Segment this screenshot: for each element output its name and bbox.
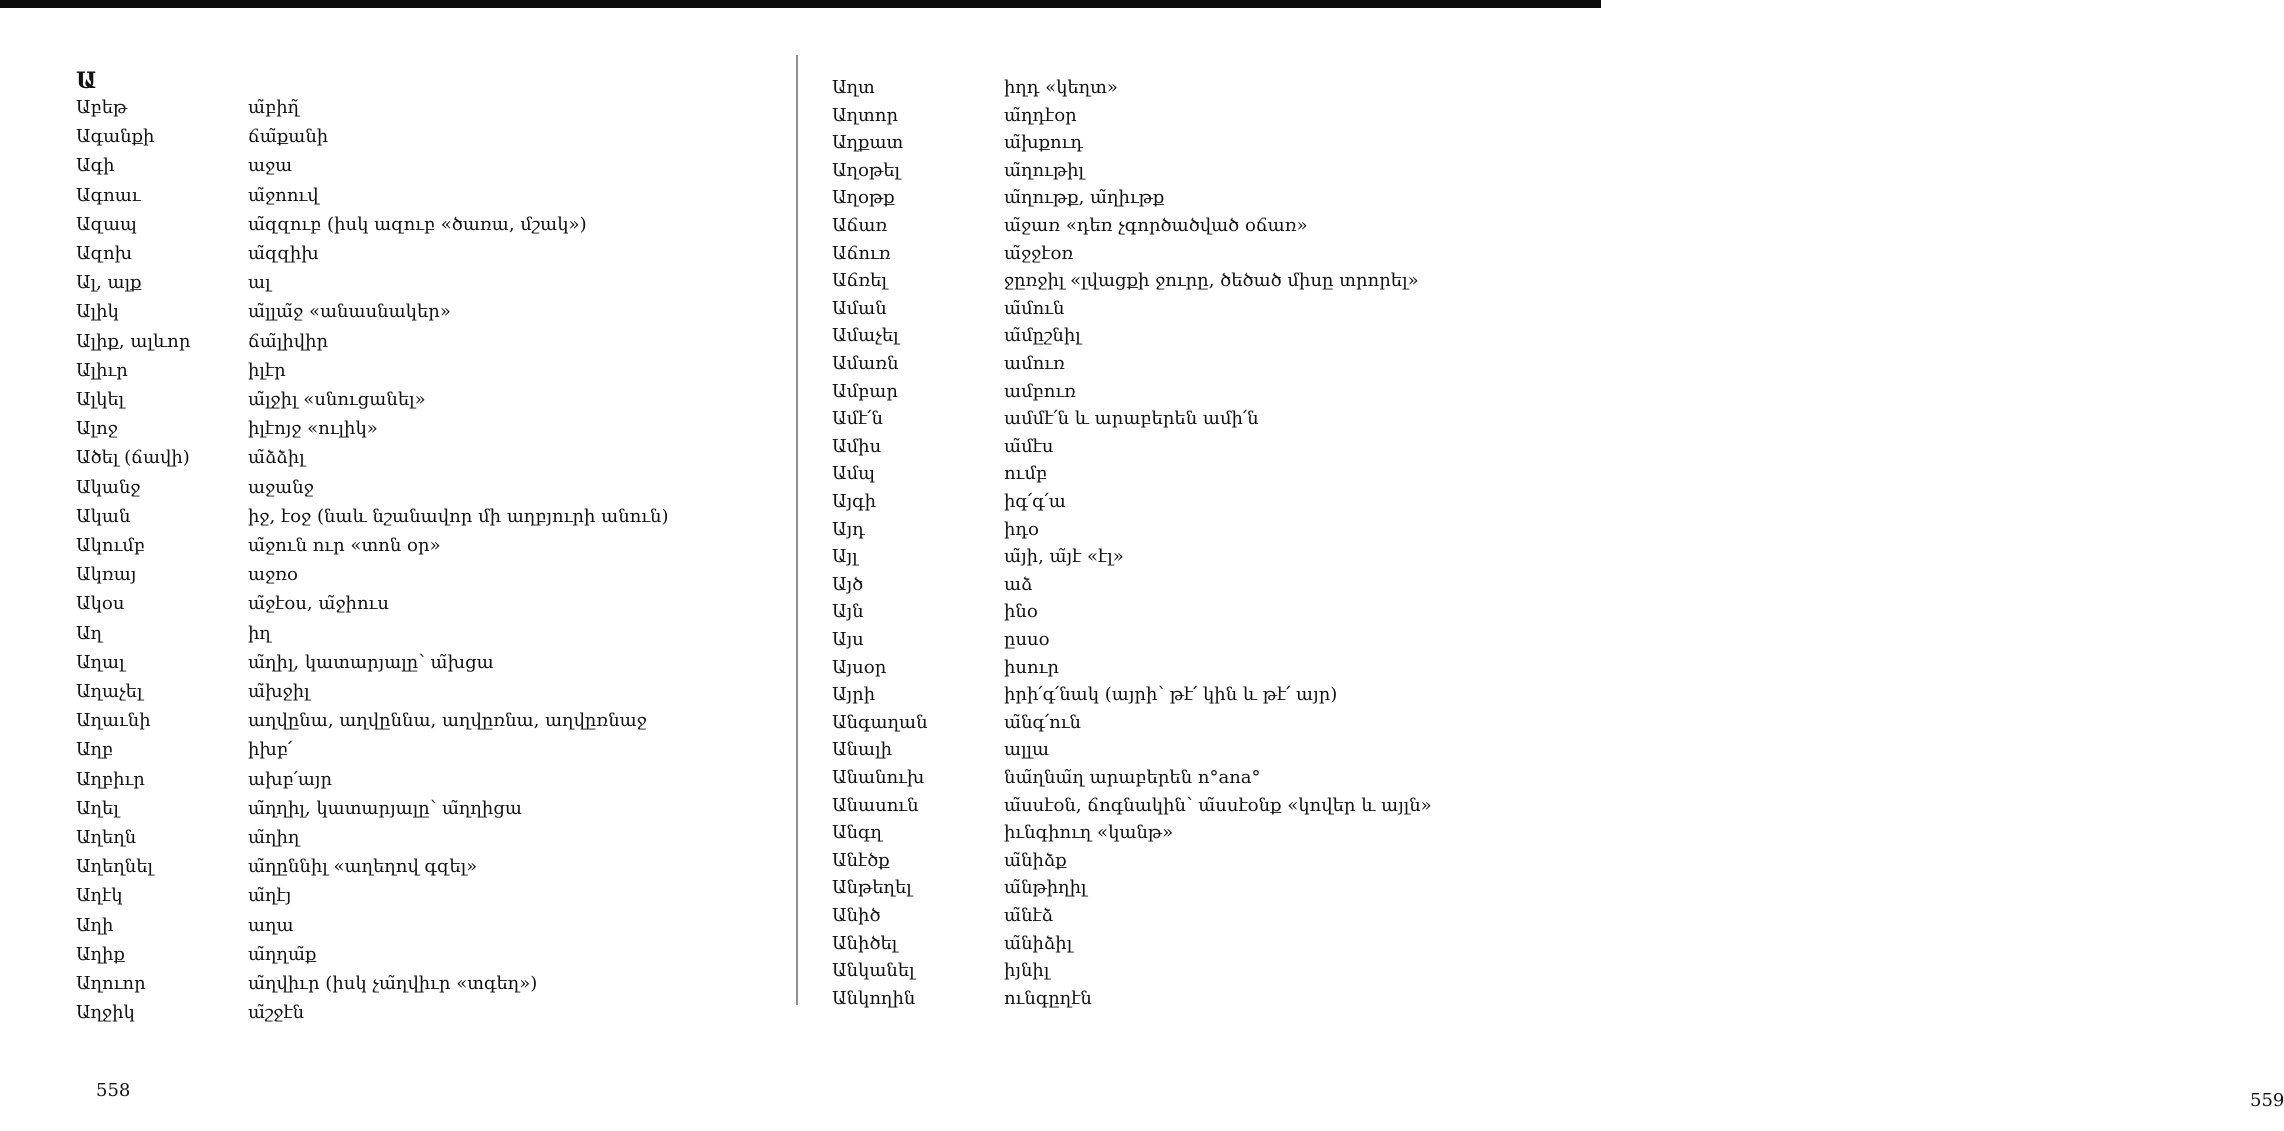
entry-headword: Անալի — [832, 739, 893, 761]
entry-headword: Անէծք — [832, 849, 890, 871]
entry-headword: Ալոջ — [76, 418, 118, 440]
entry-headword: Այլ — [832, 546, 858, 568]
entry-headword: Ալ, ալք — [76, 272, 142, 294]
entry-dialect-form: ալ — [248, 272, 271, 294]
entry-dialect-form: ա̃զզիխ — [248, 243, 319, 264]
entry-dialect-form: ա̃ջուն ուր «տոն օր» — [248, 535, 441, 556]
entry-dialect-form: ա̃մուն — [1004, 297, 1065, 319]
entry-dialect-form: իւնգիուղ «կանթ» — [1004, 822, 1174, 844]
entry-dialect-form: ա̃զզուբ (իսկ ազուբ «ծառա, մշակ») — [248, 213, 587, 235]
entry-dialect-form: ա̃ղղիլ, կատարյալը՝ ա̃ղղիցա — [248, 797, 522, 819]
entry-dialect-form: ա̃ղըննիլ «աղեղով գզել» — [248, 856, 478, 878]
entry-dialect-form: ջըռջիլ «լվացքի ջուրը, ծեծած միսը տրորել» — [1004, 270, 1419, 292]
entry-dialect-form: ա̃խքուդ — [1004, 132, 1083, 154]
entry-dialect-form: ա̃նգ՛ուն — [1004, 711, 1081, 733]
entry-dialect-form: ա̃նթիղիլ — [1004, 877, 1087, 899]
entry-dialect-form: ա̃ձձիլ — [248, 447, 305, 469]
entry-dialect-form: ա̃ղիլ, կատարյալը՝ ա̃խցա — [248, 651, 494, 673]
entry-dialect-form: ումբ — [1004, 463, 1048, 485]
entry-headword: Աճառ — [832, 215, 888, 236]
entry-dialect-form: աձ — [1004, 573, 1033, 595]
entry-dialect-form: ա̃ղէյ — [248, 885, 292, 907]
entry-headword: Անկողին — [832, 987, 916, 1009]
entry-headword: Ալկել — [76, 389, 125, 410]
entry-headword: Ազապ — [76, 213, 137, 235]
entry-dialect-form: իսուր — [1004, 656, 1059, 678]
entry-headword: Անգղ — [832, 822, 882, 844]
entry-dialect-form: ա̃ղղա̃ք — [248, 943, 317, 965]
entry-headword: Այս — [832, 629, 864, 650]
entry-headword: Ամիս — [832, 435, 882, 457]
entry-dialect-form: իղ — [248, 622, 271, 644]
entry-dialect-form: ա̃բիղ̃ — [248, 97, 300, 118]
entry-headword: Աճուռ — [832, 242, 891, 264]
entry-dialect-form: ա̃ղութք, ա̃ղիւթք — [1004, 187, 1165, 209]
entry-headword: Այգի — [832, 491, 877, 512]
entry-headword: Ագոաւ — [76, 184, 141, 206]
entry-headword: Այրի — [832, 684, 876, 706]
entry-dialect-form: ա̃ղդէօր — [1004, 104, 1077, 126]
entry-headword: Աղալ — [76, 651, 125, 673]
entry-headword: Աղտոր — [832, 104, 899, 126]
entry-headword: Ականջ — [76, 476, 141, 498]
entry-dialect-form: աջանջ — [248, 476, 314, 498]
entry-dialect-form: ա̃մըշնիլ — [1004, 325, 1081, 347]
entry-dialect-form: ա̃խջիլ — [248, 681, 310, 702]
entry-headword: Այսօր — [832, 656, 887, 678]
right-page — [798, 0, 2284, 1131]
entry-dialect-form: ա̃ղիղ — [248, 827, 300, 848]
entry-headword: Աղէկ — [76, 885, 123, 907]
entry-dialect-form: ա̃սսէօն, ճոգնակին՝ ա̃սսէօնք «կովեր և այլն» — [1004, 794, 1432, 816]
page-number-right: 559 — [2250, 1090, 2284, 1111]
entry-headword: Աղքատ — [832, 132, 904, 154]
entry-headword: Աղեղն — [76, 827, 137, 848]
entry-dialect-form: ա̃ջոուվ — [248, 184, 319, 206]
entry-headword: Աղօթել — [832, 159, 901, 181]
entry-headword: Աղտ — [832, 77, 875, 98]
entry-dialect-form: աջռօ — [248, 564, 298, 586]
entry-headword: Ագի — [76, 155, 115, 177]
entry-headword: Անասուն — [832, 794, 919, 816]
entry-headword: Ակռայ — [76, 564, 137, 586]
entry-dialect-form: ինօ — [1004, 601, 1038, 623]
entry-headword: Աման — [832, 297, 887, 319]
entry-dialect-form: ունգըղէն — [1004, 987, 1092, 1009]
entry-headword: Աղի — [76, 914, 114, 936]
entry-dialect-form: ա̃լջիլ «սնուցանել» — [248, 389, 426, 410]
entry-headword: Այդ — [832, 518, 865, 540]
entry-dialect-form: ա̃ղվիւր (իսկ չա̃ղվիւր «տգեղ») — [248, 973, 538, 994]
entry-dialect-form: ա̃նիձիլ — [1004, 932, 1073, 954]
entry-dialect-form: ամմէ՛ն և արաբերեն ամի՛ն — [1004, 408, 1259, 430]
entry-dialect-form: իղդ «կեղտ» — [1004, 77, 1118, 98]
entry-headword: Աղել — [76, 797, 119, 819]
entry-headword: Ազոխ — [76, 243, 133, 264]
entry-dialect-form: նա̃ղնա̃ղ արաբերեն n°ana° — [1004, 767, 1261, 788]
entry-dialect-form: ա̃յի, ա̃յէ «էլ» — [1004, 546, 1124, 568]
entry-dialect-form: իխբ՛ — [248, 739, 293, 761]
entry-dialect-form: ալլա — [1004, 739, 1050, 761]
entry-headword: Ամպ — [832, 463, 876, 485]
page-number-left: 558 — [96, 1080, 131, 1101]
entry-headword: Ակօս — [76, 593, 125, 615]
entry-headword: Անկանել — [832, 960, 915, 982]
entry-headword: Աղօթք — [832, 187, 895, 209]
entry-headword: Աղաւնի — [76, 710, 151, 732]
entry-headword: Ալիք, ալևոր — [76, 330, 191, 352]
entry-headword: Ալիւր — [76, 359, 128, 381]
entry-headword: Ագանքի — [76, 126, 155, 148]
entry-dialect-form: ճա̃քանի — [248, 126, 329, 148]
entry-headword: Ակումբ — [76, 535, 145, 556]
entry-headword: Աղուոր — [76, 973, 146, 994]
entry-headword: Աճռել — [832, 270, 887, 292]
entry-dialect-form: ա̃լլա̃ջ «անասնակեր» — [248, 301, 451, 323]
entry-dialect-form: ա̃ղութիլ — [1004, 159, 1085, 181]
entry-dialect-form: ա̃ջջէօռ — [1004, 242, 1074, 264]
entry-dialect-form: իգ՛գ՛ա — [1004, 491, 1066, 512]
entry-headword: Անիծել — [832, 932, 898, 954]
entry-dialect-form: ա̃նէձ — [1004, 905, 1054, 926]
entry-dialect-form: ամուռ — [1004, 353, 1065, 374]
entry-dialect-form: իդօ — [1004, 518, 1039, 540]
entry-headword: Ամաչել — [832, 325, 899, 347]
entry-headword: Ամէ՛ն — [832, 408, 883, 430]
entry-dialect-form: ախբ՛այր — [248, 768, 333, 790]
entry-headword: Անգաղան — [832, 711, 928, 733]
entry-headword: Աղաչել — [76, 681, 143, 702]
entry-dialect-form: ա̃ջառ «դեռ չգործածված օճառ» — [1004, 215, 1308, 236]
entry-headword: Աղբիւր — [76, 768, 145, 790]
entry-dialect-form: իջ, էօջ (նաև նշանավոր մի աղբյուրի անուն) — [248, 505, 669, 527]
entry-dialect-form: աջա — [248, 155, 293, 177]
entry-dialect-form: իլէոյջ «ուլիկ» — [248, 418, 378, 440]
entry-dialect-form: աղա — [248, 914, 294, 936]
entry-headword: Ամբար — [832, 380, 898, 402]
entry-dialect-form: ըսսօ — [1004, 629, 1050, 650]
entry-dialect-form: աղվընա, աղվըննա, աղվըռնա, աղվըռնաջ — [248, 710, 647, 732]
entry-headword: Աղեղնել — [76, 856, 154, 878]
entry-headword: Ալիկ — [76, 301, 119, 323]
entry-headword: Այն — [832, 601, 864, 623]
entry-dialect-form: իրի՛գ՛նակ (այրի՝ թէ՛ կին և թէ՛ այր) — [1004, 684, 1338, 706]
left-page — [0, 0, 796, 1131]
entry-headword: Աբեթ — [76, 97, 128, 118]
entry-headword: Անանուխ — [832, 767, 925, 788]
section-letter-heading: Ա — [76, 68, 97, 94]
entry-dialect-form: իյնիլ — [1004, 960, 1050, 982]
entry-headword: Ական — [76, 505, 131, 527]
entry-dialect-form: ա̃մէս — [1004, 435, 1054, 457]
entry-dialect-form: ա̃շջէն — [248, 1002, 305, 1024]
entry-headword: Աղ — [76, 622, 103, 644]
entry-headword: Աղբ — [76, 739, 114, 761]
entry-dialect-form: ճա̃լիվիր — [248, 330, 329, 352]
entry-headword: Ամառն — [832, 353, 899, 374]
entry-headword: Անթեղել — [832, 877, 912, 899]
entry-dialect-form: ա̃ջէօս, ա̃ջիուս — [248, 593, 389, 615]
entry-dialect-form: ամբուռ — [1004, 380, 1076, 402]
entry-headword: Ածել (ճավի) — [76, 447, 190, 469]
entry-dialect-form: ա̃նիձք — [1004, 849, 1067, 871]
entry-headword: Այծ — [832, 573, 864, 595]
entry-headword: Անիծ — [832, 905, 881, 926]
entry-headword: Աղջիկ — [76, 1002, 135, 1024]
entry-headword: Աղիք — [76, 943, 125, 965]
entry-dialect-form: իլէր — [248, 359, 286, 381]
